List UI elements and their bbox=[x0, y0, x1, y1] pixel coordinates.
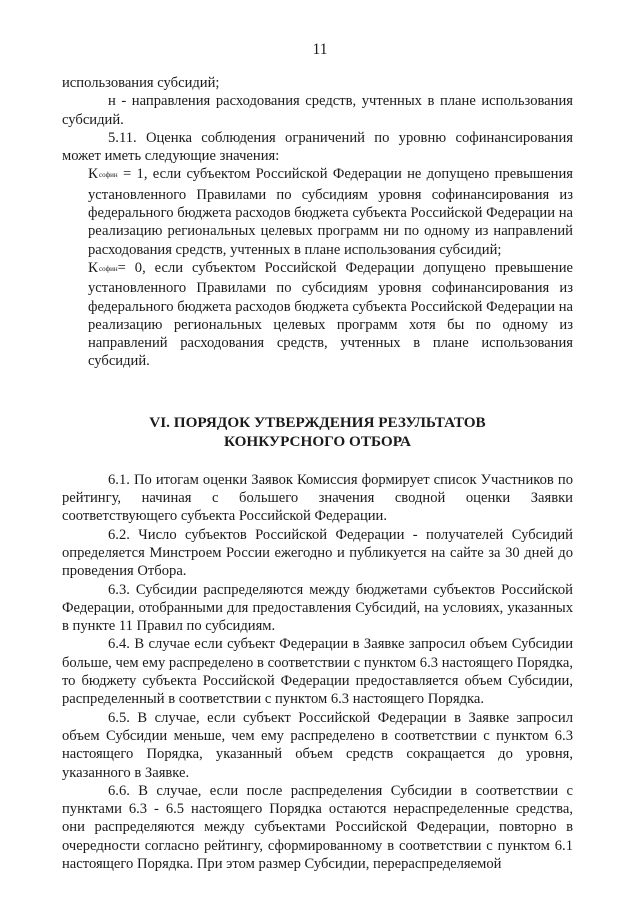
paragraph-6-1: 6.1. По итогам оценки Заявок Комиссия формирует список Участников по рейтингу, начиная с большего значения сводной оценки Заявки соответствующего субъекта Российской Федерации. bbox=[62, 471, 573, 525]
paragraph-6-2: 6.2. Число субъектов Российской Федерации - получателей Субсидий определяется Минстроем России ежегодно и публикуется на сайте за 30 дней до проведения Отбора. bbox=[62, 526, 573, 580]
section-title-line-2: КОНКУРСНОГО ОТБОРА bbox=[223, 432, 412, 450]
paragraph-6-4: 6.4. В случае если субъект Федерации в Заявке запросил объем Субсидии больше, чем ему распределено в соответствии с пунктом 6.3 настоящего Порядка, то бюджету субъекта Российской Федерации предоставляется объем Субсидии, распределенный в соответствии с пунктом 6.3 настоящего Порядка. bbox=[62, 636, 573, 708]
paragraph-5-11: 5.11. Оценка соблюдения ограничений по уровню софинансирования может иметь следующие значения: bbox=[62, 129, 573, 165]
k-cofin-symbol: Ксофин bbox=[88, 259, 118, 276]
formula-k0-text: 0, если субъектом Российской Федерации допущено превышение установленного Правилами по субсидиям уровня софинансирования из федерального бюджета расходов бюджета субъекта Российской Федерации на реализацию региональных целевых программ хотя бы по одному из направлений расходования средств, учтенных в плане использования субсидий. bbox=[88, 259, 573, 370]
formula-equals-sign: = bbox=[122, 166, 132, 183]
paragraph-6-5: 6.5. В случае, если субъект Российской Федерации в Заявке запросил объем Субсидии меньше, чем ему распределено в соответствии с пунктом 6.3 настоящего Порядка, указанный объем средств сокращается до уровня, указанного в Заявке. bbox=[62, 709, 573, 781]
paragraph-6-3: 6.3. Субсидии распределяются между бюджетами субъектов Российской Федерации, отобранными для предоставления Субсидий, на условиях, указанных в пункте 11 Правил по субсидиям. bbox=[62, 581, 573, 635]
paragraph-6-6: 6.6. В случае, если после распределения Субсидии в соответствии с пунктами 6.3 - 6.5 настоящего Порядка остаются нераспределенные средства, они распределяются между субъектами Российской Федерации, повторно в очередности согласно рейтингу, сформированному в соответствии с пунктом 6.1 настоящего Порядка. При этом размер Субсидии, перераспределяемой bbox=[62, 782, 573, 872]
k-cofin-symbol: Ксофин bbox=[88, 166, 118, 183]
k-cofin-subscript: софин bbox=[99, 264, 118, 273]
paragraph-usage-end: использования субсидий; bbox=[62, 75, 220, 91]
section-title-line-1: VI. ПОРЯДОК УТВЕРЖДЕНИЯ РЕЗУЛЬТАТОВ bbox=[149, 413, 486, 431]
paragraph-direction-n: н - направления расходования средств, учтенных в плане использования субсидий. bbox=[62, 93, 573, 128]
document-body bbox=[62, 74, 573, 873]
formula-k-equals-1 bbox=[62, 165, 573, 258]
formula-equals-sign: = bbox=[117, 259, 126, 276]
formula-k1-text: 1, если субъектом Российской Федерации не допущено превышения установленного Правилами по субсидиям уровня софинансирования из федерального бюджета расходов бюджета субъекта Российской Федерации на реализацию региональных целевых программ ни по одному из направлений расходования средств, учтенных в плане использования субсидий; bbox=[88, 166, 573, 258]
formula-k-equals-0 bbox=[62, 259, 573, 371]
section-title bbox=[62, 413, 573, 451]
k-cofin-subscript: софин bbox=[99, 171, 118, 180]
page-number: 11 bbox=[312, 41, 328, 58]
